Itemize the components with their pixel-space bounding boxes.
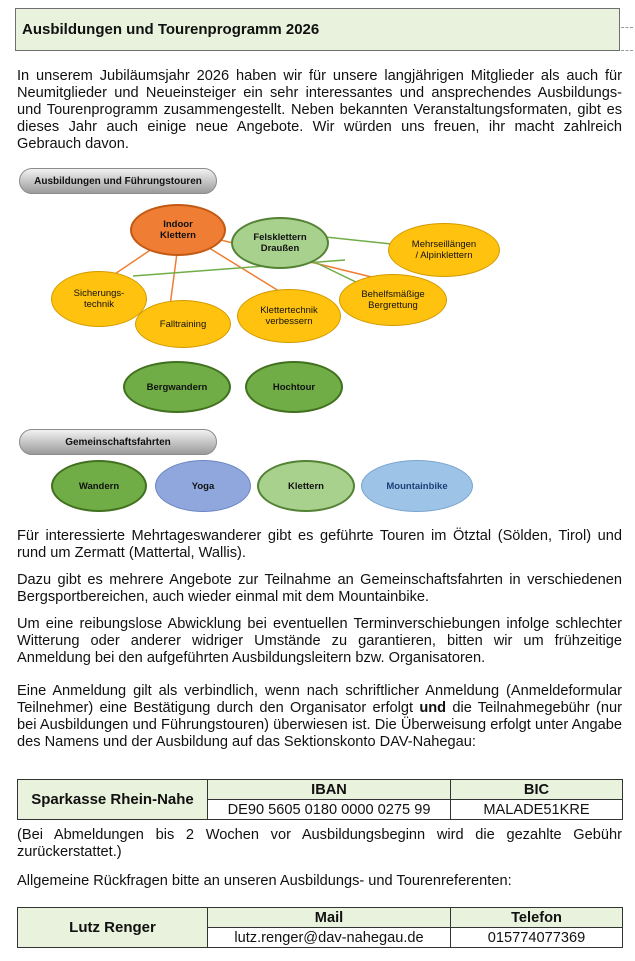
phone-value: 015774077369 [451,928,623,948]
paragraph-anmeldung-hinweis: Um eine reibungslose Abwicklung bei eventuellen Terminverschiebungen infolge schlechter Witterung oder anderer widriger Umstände zu garantieren, bitten wir um frühzeitige Anmeldung bei den aufgeführten Ausbildungsleitern bzw. Organisatoren. [17,616,622,666]
node-felsklettern: Felsklettern Draußen [231,217,329,269]
margin-marker [621,50,633,51]
section-header-gemeinschaftsfahrten: Gemeinschaftsfahrten [19,429,217,455]
margin-marker [621,27,633,28]
section-header-ausbildungen: Ausbildungen und Führungstouren [19,168,217,194]
node-wandern: Wandern [51,460,147,512]
paragraph-gemeinschaftsfahrten: Dazu gibt es mehrere Angebote zur Teilnahme an Gemeinschaftsfahrten in verschiedenen Bergsportbereichen, auch wieder einmal mit dem Mountainbike. [17,572,622,605]
node-indoor-klettern: Indoor Klettern [130,204,226,256]
mail-value: lutz.renger@dav-nahegau.de [208,928,451,948]
contact-name: Lutz Renger [18,908,208,948]
node-falltraining: Falltraining [135,300,231,348]
node-behelfsmaessige-bergrettung: Behelfsmäßige Bergrettung [339,274,447,326]
node-yoga: Yoga [155,460,251,512]
node-sicherungstechnik: Sicherungs- technik [51,271,147,327]
intro-paragraph: In unserem Jubiläumsjahr 2026 haben wir für unsere langjährigen Mitglieder als auch für Neumitglieder und Neueinsteiger ein sehr interessantes und ansprechendes Ausbildungs- und Tourenprogramm zusammengestellt. Neben bekannten Veranstaltungsformaten, gibt es dieses Jahr auch einige neue Angebote. Wir würden uns freuen, ihr macht zahlreich Gebrauch davon. [17,68,622,152]
phone-header: Telefon [451,908,623,928]
bank-name: Sparkasse Rhein-Nahe [18,780,208,820]
iban-value: DE90 5605 0180 0000 0275 99 [208,800,451,820]
node-mehrseillaengen: Mehrseillängen / Alpinklettern [388,223,500,277]
connector-line [133,260,345,276]
bic-value: MALADE51KRE [451,800,623,820]
paragraph-mehrtageswanderer: Für interessierte Mehrtageswanderer gibt es geführte Touren im Ötztal (Sölden, Tirol) und rund um Zermatt (Mattertal, Wallis). [17,528,622,561]
mail-header: Mail [208,908,451,928]
paragraph-anmeldung-verbindlich: Eine Anmeldung gilt als verbindlich, wenn nach schriftlicher Anmeldung (Anmeldeformular Teilnehmer) eine Bestätigung durch den Organisator erfolgt und die Teilnahmegebühr (nur bei Ausbildungen und Führungstouren) überwiesen ist. Die Überweisung erfolgt unter Angabe des Namens und der Ausbildung auf das Sektionskonto DAV-Nahegau: [17,683,622,750]
paragraph-abmeldung: (Bei Abmeldungen bis 2 Wochen vor Ausbildungsbeginn wird die gezahlte Gebühr zurückerstattet.) [17,827,622,860]
iban-header: IBAN [208,780,451,800]
node-klettern: Klettern [257,460,355,512]
bic-header: BIC [451,780,623,800]
node-hochtour: Hochtour [245,361,343,413]
node-bergwandern: Bergwandern [123,361,231,413]
bank-table [17,779,623,820]
page-title: Ausbildungen und Tourenprogramm 2026 [15,8,620,51]
contact-table [17,907,623,948]
paragraph-rueckfragen: Allgemeine Rückfragen bitte an unseren Ausbildungs- und Tourenreferenten: [17,873,512,889]
program-diagram [15,164,620,520]
node-klettertechnik: Klettertechnik verbessern [237,289,341,343]
node-mountainbike: Mountainbike [361,460,473,512]
